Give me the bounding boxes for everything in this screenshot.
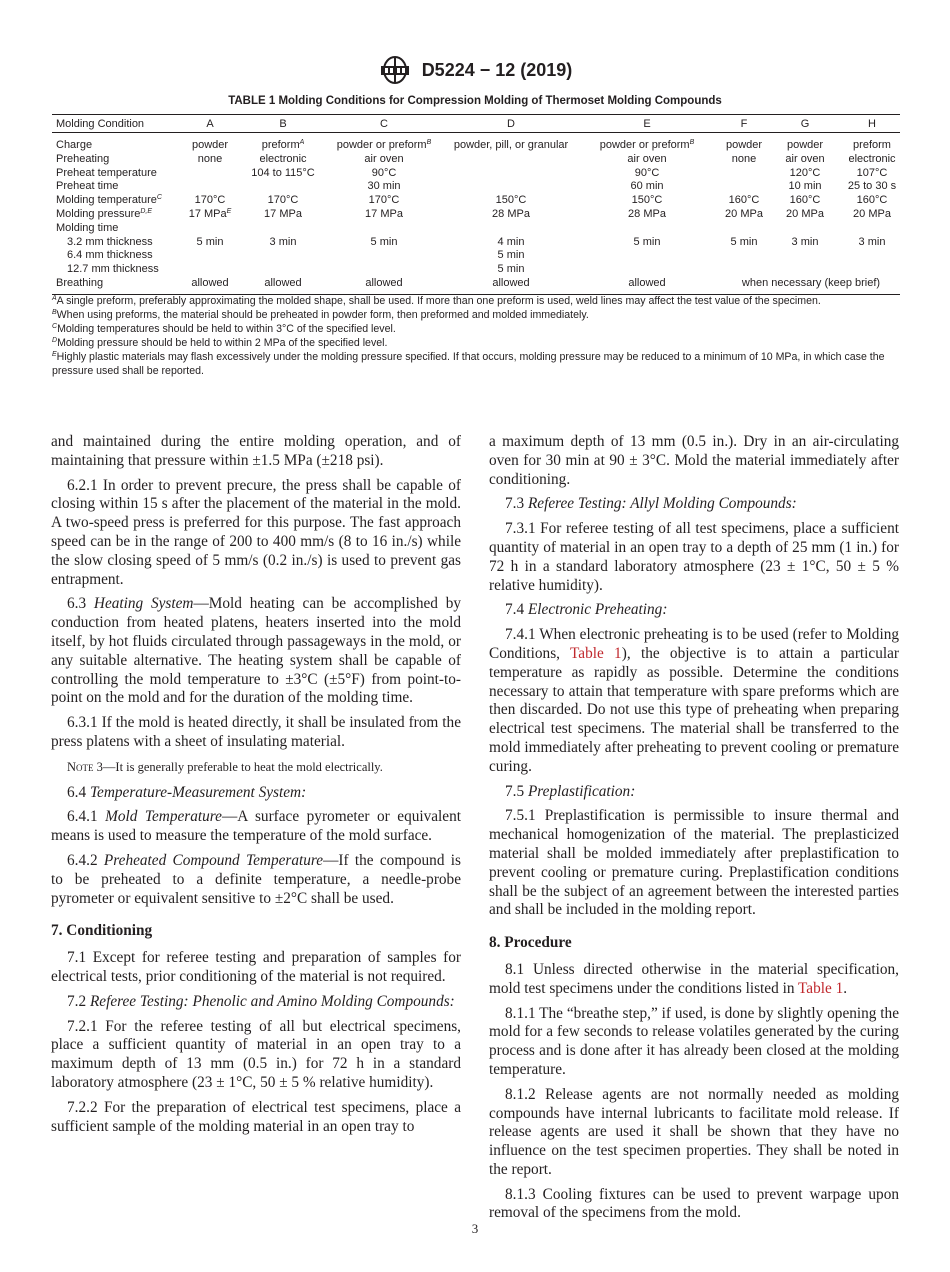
footnote: $^C$Molding temperatures should be held to within 3°C of the specified level. <box>52 323 396 335</box>
table-cell <box>722 249 766 263</box>
table-cell: 160°C <box>728 194 760 207</box>
paragraph: 6.4 Temperature-Measurement System: <box>67 783 307 801</box>
table-title: TABLE 1 Molding Conditions for Compression Molding of Thermoset Molding Compounds <box>228 95 722 107</box>
table-cell <box>722 263 766 277</box>
paragraph: 6.4.2 Preheated Compound Temperature—If the compound is to be preheated to a definite temperature, a needle-probe pyrometer or equivalent sensitive to ±2°C shall be used. <box>51 851 461 907</box>
table-cell <box>450 167 572 181</box>
table-cell: powder, pill, or granular <box>453 139 569 151</box>
page-number: 3 <box>471 1221 479 1236</box>
table-cell: 120°C <box>789 166 821 179</box>
table-cell <box>172 167 248 181</box>
paragraph: 6.4.1 Mold Temperature—A surface pyrometer or equivalent means is used to measure the temperature of the mold surface. <box>51 808 461 845</box>
table-cell: 10 min <box>788 180 822 193</box>
table-cell: 20 MPa <box>725 207 763 220</box>
table-cell <box>248 180 318 194</box>
table-cell: allowed <box>172 277 248 294</box>
table-cell: 170°C <box>194 194 226 207</box>
table-cell <box>248 249 318 263</box>
paragraph: a maximum depth of 13 mm (0.5 in.). Dry in an air-circulating oven for 30 min at 90 ± 3°C. Mold the material immediately after conditioning. <box>489 433 899 488</box>
paragraph: 7.5.1 Preplastification is permissible to insure thermal and mechanical homogenization of the material. The preplasticized material shall be molded immediately after preplastification to prevent cooling or premature curing. Preplastification conditions shall be the subject of an agreement between the interested parties and shall be included in the molding report. <box>489 807 899 919</box>
table-cell: 3 min <box>791 235 819 248</box>
table-1-link[interactable]: Table 1 <box>570 644 622 662</box>
row-label: 3.2 mm thickness <box>67 235 153 248</box>
table-cell <box>172 249 248 263</box>
table-cell: air oven <box>785 152 825 165</box>
page-header <box>0 55 950 85</box>
row-label: Breathing <box>52 277 172 294</box>
table-cell: 5 min <box>633 235 661 248</box>
table-footnotes <box>52 294 902 378</box>
footnote: $^D$Molding pressure should be held to within 2 MPa of the specified level. <box>52 337 388 349</box>
paragraph: 8.1 Unless directed otherwise in the material specification, mold test specimens under the conditions listed in Table 1. <box>489 960 899 997</box>
row-label: Charge <box>56 139 93 151</box>
paragraph: 8.1.1 The “breathe step,” if used, is done by slightly opening the mold for a few seconds to release volatiles generated by the curing process and is done after it has already been closed at the molding temperature. <box>489 1004 899 1078</box>
section-heading: 8. Procedure <box>489 934 572 952</box>
table-cell: 5 min <box>196 235 224 248</box>
table-cell <box>450 180 572 194</box>
table-header-row <box>52 115 900 133</box>
table-cell <box>450 153 572 167</box>
table-cell: 150°C <box>631 194 663 207</box>
table-cell: air oven <box>627 152 667 165</box>
column-header: H <box>844 115 900 133</box>
table-cell: 160°C <box>789 194 821 207</box>
table-row <box>52 133 900 153</box>
table-cell: 3 min <box>269 235 297 248</box>
table-cell <box>766 249 844 263</box>
right-column <box>489 433 899 1229</box>
table-cell: 17 MPa <box>264 207 302 220</box>
table-cell: powder <box>725 139 763 151</box>
table-row <box>52 277 900 294</box>
table-cell: none <box>731 152 757 165</box>
table-cell: 28 MPa <box>492 207 530 220</box>
row-label: Preheat temperature <box>56 166 157 179</box>
table-cell: 60 min <box>630 180 664 193</box>
section-heading: 7. Conditioning <box>51 922 153 940</box>
row-label: Molding time <box>56 221 119 234</box>
column-header: D <box>450 115 572 133</box>
table-cell <box>572 263 722 277</box>
table-row <box>52 208 900 222</box>
table-cell: 170°C <box>267 194 299 207</box>
paragraph: 6.2.1 In order to prevent precure, the press shall be capable of closing within 15 s after the placement of the material in the mold. A two-speed press is preferred for this purpose. The fast approach speed can be in the range of 200 to 400 mm/s (8 to 16 in./s) while the slow closing speed of 5 mm/s (0.2 in./s) is used to prevent gas entrapment. <box>51 476 461 588</box>
table-cell: powder <box>191 139 229 151</box>
footnote: $^E$Highly plastic materials may flash excessively under the molding pressure specified. If that occurs, molding pressure may be reduced to a minimum of 10 MPa, in which case the pressure used shall be reported. <box>52 351 885 377</box>
row-label: 6.4 mm thickness <box>67 249 153 262</box>
table-cell: powder or preform$^B$ <box>599 139 695 151</box>
table-cell <box>172 180 248 194</box>
paragraph: 7.4.1 When electronic preheating is to be used (refer to Molding Conditions, Table 1), the objective is to attain a particular temperature as rapidly as possible. Determine the conditions necessary to attain that temperature with spare preforms which are then discarded. Do not use this type of preheating when preparing electrical test specimens. The material shall be transferred to the mold immediately after preheating to prevent cooling or premature curing. <box>489 626 899 775</box>
table-cell: 17 MPa$^E$ <box>188 207 232 220</box>
footnote: $^B$When using preforms, the material should be preheated in powder form, then preformed and molded immediately. <box>52 309 589 321</box>
footnote: $^A$A single preform, preferably approximating the molded shape, shall be used. If more than one preform is used, weld lines may affect the test value of the specimen. <box>52 295 821 307</box>
astm-logo-icon <box>378 55 412 85</box>
table-row <box>52 180 900 194</box>
table-cell <box>572 249 722 263</box>
table-row <box>52 249 900 263</box>
table-cell: 5 min <box>370 235 398 248</box>
table-cell: when necessary (keep brief) <box>722 277 900 294</box>
table-row <box>52 194 900 208</box>
table-cell <box>318 249 450 263</box>
table-cell <box>844 249 900 263</box>
paragraph: 7.2.1 For the referee testing of all but electrical specimens, place a sufficient quantity of material in an open tray to a maximum depth of 13 mm (0.5 in.) for 72 h in a standard laboratory atmosphere (23 ± 1°C, 50 ± 5 % relative humidity). <box>51 1017 461 1091</box>
table-cell: 150°C <box>495 194 527 207</box>
table-cell: electronic <box>259 152 307 165</box>
table-cell: air oven <box>364 152 404 165</box>
column-header: A <box>172 115 248 133</box>
table-cell: 90°C <box>371 166 397 179</box>
table-cell: 20 MPa <box>853 207 891 220</box>
note: Note 3—It is generally preferable to heat the mold electrically. <box>67 759 383 774</box>
table-row <box>52 263 900 277</box>
row-label: 12.7 mm thickness <box>67 263 159 276</box>
paragraph: 6.3 Heating System—Mold heating can be accomplished by conduction from heated platens, heaters inserted into the mold itself, by hot fluids circulated through passageways in the mold, or any suitable alternative. The heating system shall be capable of controlling the mold temperature to ±3°C (±5°F) from point-to-point on the mold and for the duration of the molding time. <box>51 595 461 707</box>
table-cell <box>844 263 900 277</box>
paragraph: 7.2 Referee Testing: Phenolic and Amino Molding Compounds: <box>67 992 455 1010</box>
table-cell: 20 MPa <box>786 207 824 220</box>
row-label: Molding pressure$^{D,E}$ <box>56 207 153 220</box>
table-cell <box>248 263 318 277</box>
table-1-link[interactable]: Table 1 <box>798 979 844 997</box>
table-cell <box>766 263 844 277</box>
table-cell: 3 min <box>858 235 886 248</box>
table-cell: 107°C <box>856 166 888 179</box>
paragraph: 7.3.1 For referee testing of all test specimens, place a sufficient quantity of material in an open tray to a depth of 25 mm (1 in.) for 72 h in a standard laboratory atmosphere (23 ± 1°C, 50 ± 5 % relative humidity). <box>489 520 899 594</box>
table-cell: 25 to 30 s <box>847 180 897 193</box>
table-cell: 90°C <box>634 166 660 179</box>
table-row <box>52 153 900 167</box>
table-cell: allowed <box>450 277 572 294</box>
table-row <box>52 236 900 250</box>
paragraph: 7.3 Referee Testing: Allyl Molding Compounds: <box>505 495 797 513</box>
table-cell: 170°C <box>368 194 400 207</box>
column-header: Molding Condition <box>52 115 172 133</box>
table-cell <box>722 167 766 181</box>
table-cell: powder or preform$^B$ <box>336 139 432 151</box>
row-label: Preheating <box>56 152 110 165</box>
table-cell: 160°C <box>856 194 888 207</box>
table-cell: 17 MPa <box>365 207 403 220</box>
table-cell: electronic <box>848 152 896 165</box>
table-cell: allowed <box>248 277 318 294</box>
column-header: C <box>318 115 450 133</box>
paragraph: 7.1 Except for referee testing and preparation of samples for electrical tests, prior conditioning of the material is not required. <box>51 949 461 985</box>
table-cell: powder <box>786 139 824 151</box>
table-cell <box>318 263 450 277</box>
table-cell: preform$^A$ <box>261 139 305 151</box>
column-header: E <box>572 115 722 133</box>
table-cell: preform <box>853 139 891 151</box>
paragraph: 7.5 Preplastification: <box>505 782 636 800</box>
table-row <box>52 222 900 236</box>
column-header: F <box>722 115 766 133</box>
table-cell <box>722 180 766 194</box>
row-label: Preheat time <box>56 180 119 193</box>
paragraph: 8.1.2 Release agents are not normally needed as molding compounds have internal lubricants to facilitate mold release. If release agents are used it shall be shown that they have no influence on the test specimen properties. They shall be noted in the report. <box>489 1085 899 1178</box>
paragraph: 6.3.1 If the mold is heated directly, it shall be insulated from the press platens with a sheet of insulating material. <box>51 714 461 750</box>
molding-conditions-table <box>52 114 900 295</box>
table-cell: 5 min <box>730 235 758 248</box>
paragraph: 7.4 Electronic Preheating: <box>505 601 668 619</box>
table-cell: allowed <box>572 277 722 294</box>
paragraph: and maintained during the entire molding operation, and of maintaining that pressure within ±1.5 MPa (±218 psi). <box>51 433 461 469</box>
row-label: Molding temperature$^C$ <box>56 194 162 207</box>
table-cell: none <box>197 152 223 165</box>
document-designation: D5224 − 12 (2019) <box>421 59 573 80</box>
table-row <box>52 167 900 181</box>
paragraph: 8.1.3 Cooling fixtures can be used to prevent warpage upon removal of the specimens from the mold. <box>489 1185 899 1222</box>
table-cell: 5 min <box>497 263 525 276</box>
table-cell: 104 to 115°C <box>251 166 315 179</box>
column-header: B <box>248 115 318 133</box>
table-cell <box>172 263 248 277</box>
table-cell: 28 MPa <box>628 207 666 220</box>
table-cell: 30 min <box>367 180 401 193</box>
paragraph: 7.2.2 For the preparation of electrical test specimens, place a sufficient sample of the molding material in an open tray to <box>51 1098 461 1135</box>
column-header: G <box>766 115 844 133</box>
left-column <box>51 433 461 1142</box>
table-cell: 5 min <box>497 249 525 262</box>
table-cell: 4 min <box>497 235 525 248</box>
table-cell: allowed <box>318 277 450 294</box>
